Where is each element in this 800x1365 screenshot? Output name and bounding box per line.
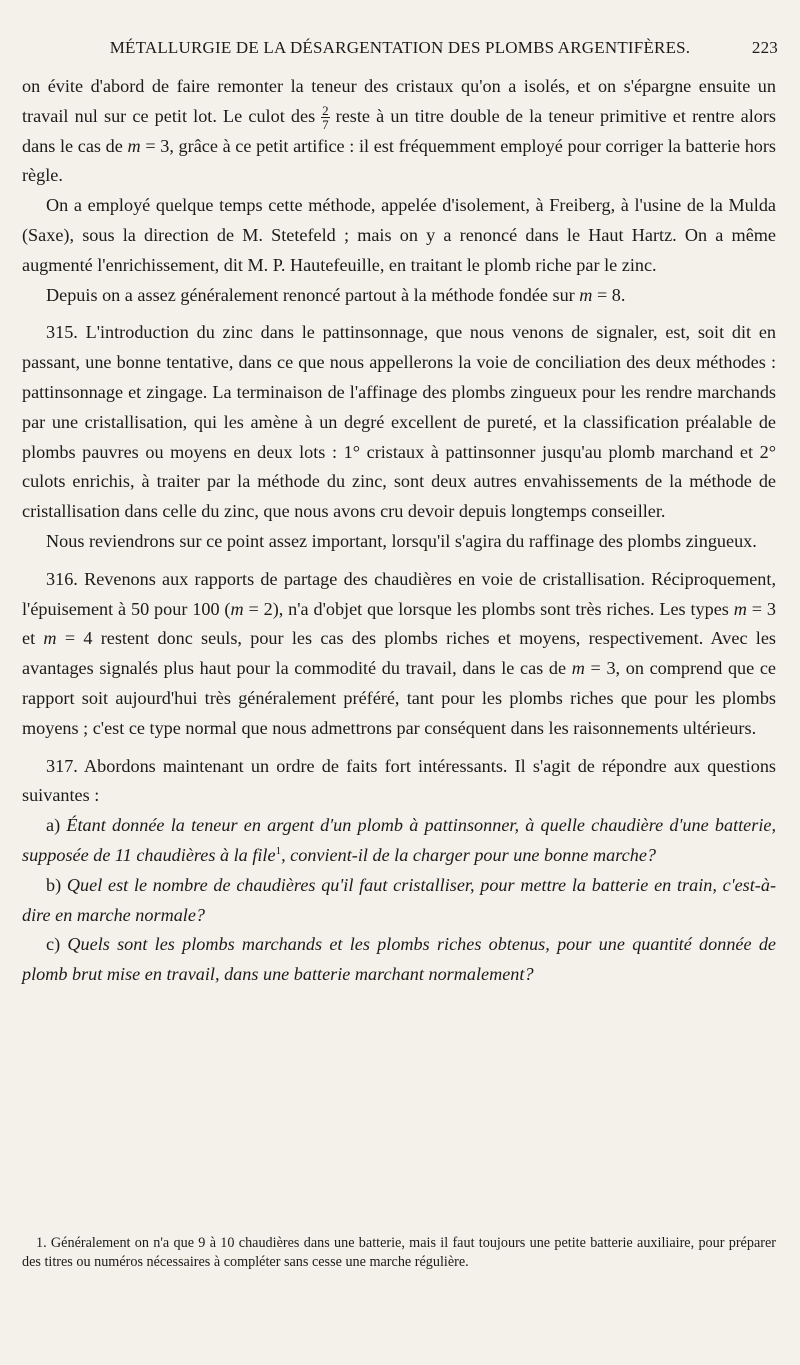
question-c: c) Quels sont les plombs marchands et les plombs riches obtenus, pour une quantité donnée de plomb brut mise en travail, dans une batterie marchant normalement?	[22, 934, 776, 985]
fraction	[321, 104, 330, 131]
section-315: 315. L'introduction du zinc dans le pattinsonnage, que nous venons de signaler, est, soit dit en passant, une bonne tentative, dans ce que nous appellerons la voie de conciliation des deux méthodes : pattinsonnage et zingage. La terminaison de l'affinage des plombs zingueux pour les rendre marchands par une cristallisation, qui les amène à un degré excellent de pureté, et la classification préalable de plombs pauvres ou moyens en deux lots : 1° cristaux à pattinsonner jusqu'au plomb marchand et 2° culots enrichis, à traiter par la méthode du zinc, sont deux autres envahissements de la méthode de cristallisation dans celle du zinc, que nous avons cru devoir depuis longtemps conseiller.	[22, 322, 776, 522]
paragraph: Depuis on a assez généralement renoncé partout à la méthode fondée sur m = 8.	[46, 284, 626, 305]
paragraph: On a employé quelque temps cette méthode, appelée d'isolement, à Freiberg, à l'usine de la Mulda (Saxe), sous la direction de M. Stetefeld ; mais on y a renoncé dans le Haut Hartz. On a même augmenté l'enrichissement, dit M. P. Hautefeuille, en traitant le plomb riche par le zinc.	[22, 195, 776, 275]
question-b: b) Quel est le nombre de chaudières qu'il faut cristalliser, pour mettre la batterie en train, c'est-à-dire en marche normale?	[22, 874, 777, 925]
math-variable: m	[230, 598, 244, 619]
footnote-ref: 1	[275, 844, 282, 857]
math-variable: m	[43, 628, 57, 649]
math-variable: m	[127, 135, 141, 156]
paragraph: on évite d'abord de faire remonter la teneur des cristaux qu'on a isolés, et on s'épargne ensuite un travail nul sur ce petit lot. Le culot des $\frac{2}{7}$ reste à un titre double de la teneur primitive et rentre alors dans le cas de m = 3, grâce à ce petit artifice : il est fréquemment employé pour corriger la batterie hors règle.	[22, 76, 777, 186]
footnote	[22, 1234, 776, 1272]
fraction-denominator: 7	[322, 117, 329, 133]
section-317: 317. Abordons maintenant un ordre de faits fort intéressants. Il s'agit de répondre aux questions suivantes :	[22, 755, 776, 806]
footnote-text: 1. Généralement on n'a que 9 à 10 chaudières dans une batterie, mais il faut toujours une petite batterie auxiliaire, pour préparer des titres ou numéros nécessaires à compléter sans cesse une marche régulière.	[22, 1235, 776, 1270]
running-header	[22, 38, 778, 68]
math-variable: m	[571, 658, 585, 679]
question-a: a) Étant donnée la teneur en argent d'un plomb à pattinsonner, à quelle chaudière d'une batterie, supposée de 11 chaudières à la file$^1$, convient-il de la charger pour une bonne marche?	[22, 815, 776, 865]
page-number: 223	[751, 38, 778, 57]
section-316: 316. Revenons aux rapports de partage des chaudières en voie de cristallisation. Réciproquement, l'épuisement à 50 pour 100 (m = 2), n'a d'objet que lorsque les plombs sont très riches. Les types m = 3 et m = 4 restent donc seuls, pour les cas des plombs riches et moyens, respectivement. Avec les avantages signalés plus haut pour la commodité du travail, dans le cas de m = 3, on comprend que ce rapport soit aujourd'hui très généralement préféré, tant pour les plombs riches que pour les plombs moyens ; c'est ce type normal que nous admettrons par conséquent dans les raisonnements ultérieurs.	[22, 568, 777, 738]
fraction-numerator: 2	[322, 103, 329, 119]
running-title: MÉTALLURGIE DE LA DÉSARGENTATION DES PLOMBS ARGENTIFÈRES.	[109, 38, 691, 57]
body-text	[22, 72, 776, 990]
math-variable: m	[579, 284, 593, 305]
math-variable: m	[733, 598, 747, 619]
paragraph: Nous reviendrons sur ce point assez important, lorsqu'il s'agira du raffinage des plombs zingueux.	[46, 530, 757, 551]
